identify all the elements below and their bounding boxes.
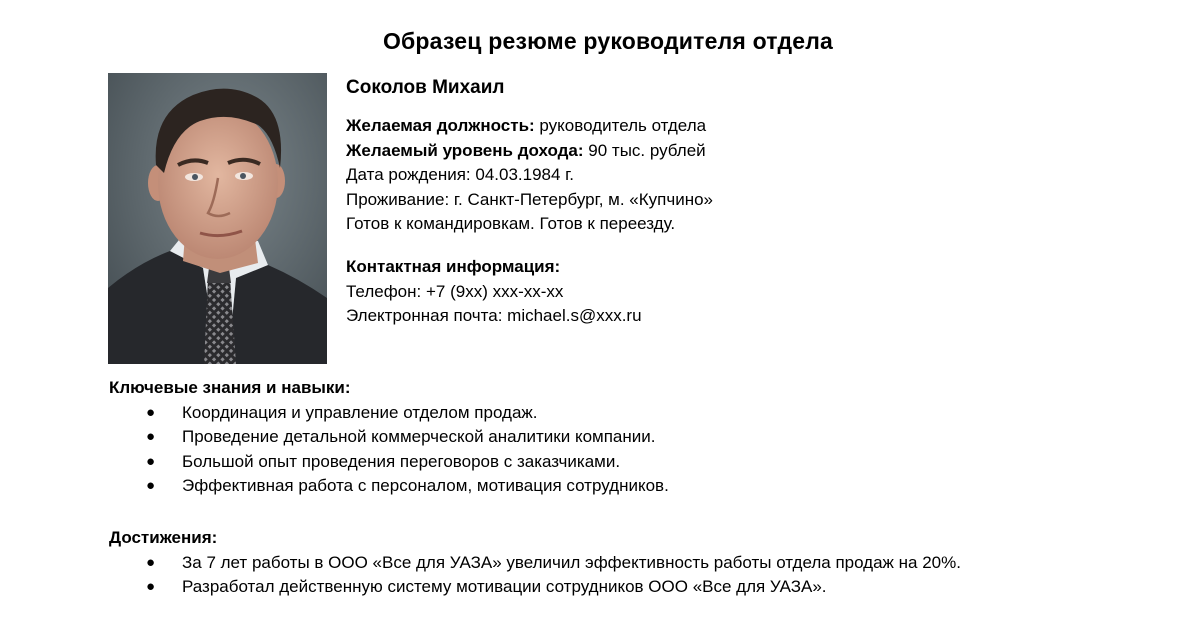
bullet-icon: ● bbox=[146, 428, 156, 446]
list-item bbox=[109, 575, 1109, 600]
achievements-title: Достижения: bbox=[109, 528, 218, 547]
list-item bbox=[109, 425, 1109, 450]
bullet-icon: ● bbox=[146, 403, 156, 421]
spacer bbox=[346, 237, 1046, 255]
readiness: Готов к командировкам. Готов к переезду. bbox=[346, 214, 676, 234]
list-item-text: Координация и управление отделом продаж. bbox=[182, 402, 538, 422]
bullet-icon: ● bbox=[146, 578, 156, 596]
skills-list bbox=[109, 401, 1109, 499]
profile-info bbox=[346, 76, 1046, 329]
desired-position-label: Желаемая должность: bbox=[346, 116, 535, 135]
portrait-photo bbox=[108, 73, 327, 364]
portrait-icon bbox=[108, 73, 327, 364]
list-item-text: Разработал действенную систему мотивации сотрудников ООО «Все для УАЗА». bbox=[182, 577, 827, 597]
achievements-section bbox=[109, 526, 1109, 600]
list-item-text: Проведение детальной коммерческой аналитики компании. bbox=[182, 427, 656, 447]
bullet-icon: ● bbox=[146, 553, 156, 571]
desired-position-value: руководитель отдела bbox=[534, 116, 707, 135]
contacts-label: Контактная информация: bbox=[346, 256, 561, 276]
desired-income-value: 90 тыс. рублей bbox=[583, 140, 706, 160]
list-item-text: За 7 лет работы в ООО «Все для УАЗА» увеличил эффективность работы отдела продаж на 20%. bbox=[182, 552, 961, 572]
birth-date: Дата рождения: 04.03.1984 г. bbox=[346, 165, 575, 185]
skills-title: Ключевые знания и навыки: bbox=[109, 378, 351, 397]
skills-section bbox=[109, 376, 1109, 499]
candidate-name: Соколов Михаил bbox=[346, 77, 505, 98]
bullet-icon: ● bbox=[146, 477, 156, 495]
email: Электронная почта: michael.s@xxx.ru bbox=[346, 306, 642, 326]
list-item-text: Большой опыт проведения переговоров с заказчиками. bbox=[182, 451, 621, 471]
phone: Телефон: +7 (9хх) ххх-хх-хх bbox=[346, 281, 564, 301]
list-item bbox=[109, 551, 1109, 576]
desired-position-line bbox=[346, 114, 1046, 139]
bullet-icon: ● bbox=[146, 452, 156, 470]
list-item bbox=[109, 450, 1109, 475]
desired-income-label: Желаемый уровень дохода: bbox=[346, 140, 584, 160]
residence: Проживание: г. Санкт-Петербург, м. «Купчино» bbox=[346, 189, 714, 209]
page-title: Образец резюме руководителя отдела bbox=[382, 28, 834, 54]
list-item bbox=[109, 474, 1109, 499]
contacts-line bbox=[346, 255, 1046, 280]
list-item-text: Эффективная работа с персоналом, мотивация сотрудников. bbox=[182, 476, 669, 496]
achievements-list bbox=[109, 551, 1109, 600]
desired-income-line bbox=[346, 139, 1046, 164]
list-item bbox=[109, 401, 1109, 426]
